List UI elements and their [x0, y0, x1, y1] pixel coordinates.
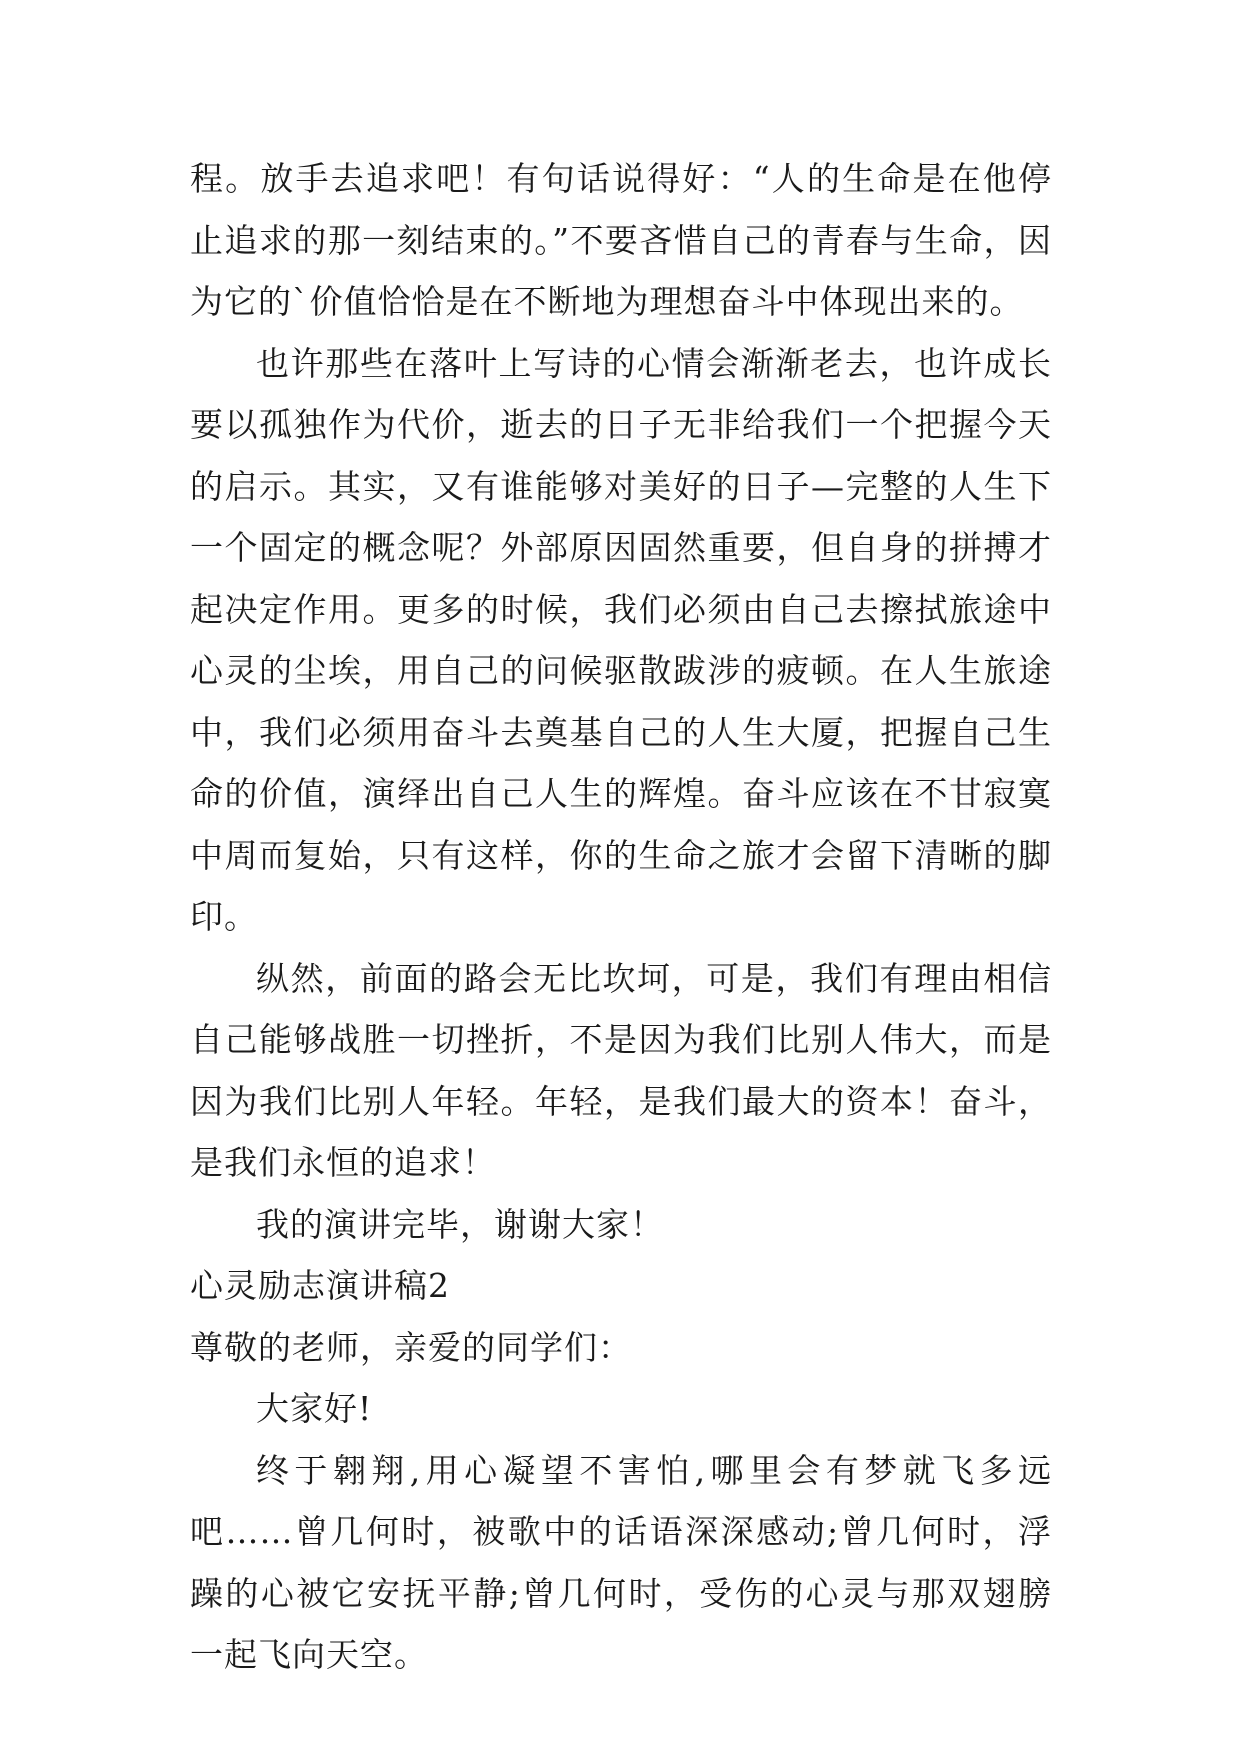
document-body [190, 148, 1052, 1686]
salutation: 尊敬的老师，亲爱的同学们： [190, 1327, 632, 1367]
greeting: 大家好! [256, 1389, 373, 1428]
paragraph-song: 终于翱翔,用心凝望不害怕,哪里会有梦就飞多远吧……曾几何时，被歌中的话语深深感动;曾几何时，浮躁的心被它安抚平静;曾几何时，受伤的心灵与那双翅膀一起飞向天空。 [190, 1450, 1052, 1674]
paragraph-closing: 我的演讲完毕，谢谢大家！ [256, 1204, 664, 1244]
paragraph-youth: 纵然，前面的路会无比坎坷，可是，我们有理由相信自己能够战胜一切挫折，不是因为我们比别人伟大，而是因为我们比别人年轻。年轻，是我们最大的资本！奋斗，是我们永恒的追求！ [190, 958, 1052, 1182]
section-title: 心灵励志演讲稿2 [190, 1266, 450, 1305]
paragraph-growth: 也许那些在落叶上写诗的心情会渐渐老去，也许成长要以孤独作为代价，逝去的日子无非给我们一个把握今天的启示。其实，又有谁能够对美好的日子—完整的人生下一个固定的概念呢？外部原因固然重要，但自身的拼搏才起决定作用。更多的时候，我们必须由自己去擦拭旅途中心灵的尘埃，用自己的问候驱散跋涉的疲顿。在人生旅途中，我们必须用奋斗去奠基自己的人生大厦，把握自己生命的价值，演绎出自己人生的辉煌。奋斗应该在不甘寂寞中周而复始，只有这样，你的生命之旅才会留下清晰的脚印。 [190, 343, 1052, 936]
paragraph-continuation: 程。放手去追求吧！有句话说得好：“人的生命是在他停止追求的那一刻结束的。”不要吝惜自己的青春与生命，因为它的`价值恰恰是在不断地为理想奋斗中体现出来的。 [190, 159, 1052, 321]
